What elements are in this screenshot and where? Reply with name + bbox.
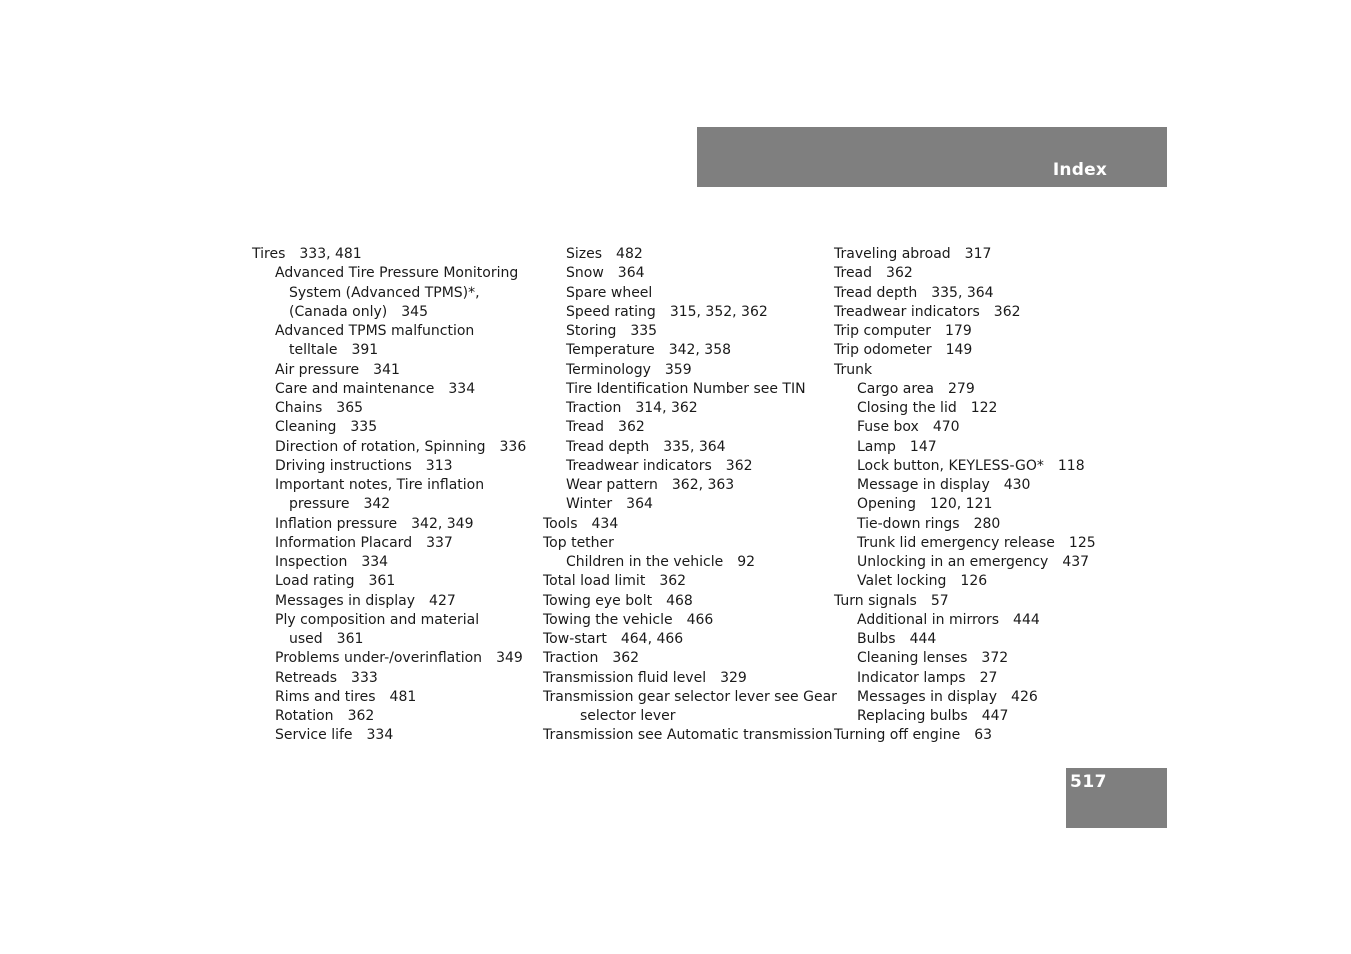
index-page-ref: 364 [626, 496, 653, 513]
index-entry [252, 649, 526, 668]
index-page-ref: 280 [973, 515, 1001, 532]
index-term: Towing eye bolt [543, 592, 653, 609]
index-term: Additional in mirrors [857, 611, 1000, 628]
index-term: Rims and tires [275, 688, 376, 705]
index-term: Retreads [275, 669, 338, 686]
index-page-ref: 434 [591, 515, 619, 532]
index-page-ref: 361 [336, 631, 364, 647]
index-term: selector lever [580, 708, 676, 724]
index-entry [252, 630, 526, 649]
index-entry [543, 649, 837, 668]
index-entry [543, 515, 837, 534]
index-entry [252, 303, 526, 322]
index-page-ref: 335 [350, 419, 378, 436]
index-page-ref: 334 [366, 727, 394, 744]
index-page-ref: 444 [1013, 611, 1040, 628]
index-entry [834, 418, 1096, 437]
index-term: Driving instructions [275, 457, 412, 474]
index-entry [834, 592, 1096, 611]
index-entry [252, 707, 526, 726]
index-term: Tools [543, 515, 578, 532]
index-term: Terminology [566, 361, 651, 378]
index-term: Load rating [275, 573, 355, 590]
index-term: Advanced TPMS malfunction [275, 323, 475, 339]
index-term: Fuse box [857, 419, 919, 436]
index-term: Cleaning [275, 419, 337, 436]
index-entry [834, 476, 1096, 495]
index-page-ref: 125 [1068, 534, 1096, 551]
index-page-ref: 333, 481 [299, 246, 362, 262]
index-entry [543, 553, 837, 572]
index-page-ref: 334 [361, 554, 389, 570]
index-entry [834, 245, 1096, 264]
index-entry [543, 476, 837, 495]
index-page-ref: 437 [1062, 554, 1090, 570]
index-term: Indicator lamps [857, 669, 966, 686]
index-page-ref: 336 [499, 438, 527, 455]
index-term: Lamp [857, 438, 896, 455]
index-term: Replacing bulbs [857, 708, 968, 724]
index-entry [543, 726, 837, 745]
index-page-ref: 364 [617, 265, 645, 282]
index-page-ref: 329 [720, 669, 747, 686]
index-term: Information Placard [275, 534, 413, 551]
index-entry [252, 264, 526, 283]
index-term: Speed rating [566, 303, 656, 320]
index-entry [834, 457, 1096, 476]
index-term: Storing [566, 323, 617, 339]
index-entry [834, 726, 1096, 745]
index-page-ref: 314, 362 [635, 400, 698, 416]
index-page-ref: 468 [666, 592, 693, 609]
index-term: Trunk lid emergency release [857, 534, 1055, 551]
index-page-ref: 334 [448, 380, 476, 397]
index-term: Valet locking [857, 573, 947, 590]
index-entry [252, 284, 526, 303]
index-page-ref: 27 [979, 669, 998, 686]
index-term: Tread [566, 419, 605, 436]
index-term: Trip computer [834, 323, 931, 339]
index-page-ref: 361 [368, 573, 396, 590]
index-term: Children in the vehicle [566, 554, 724, 570]
index-entry [834, 380, 1096, 399]
index-term: Tread depth [566, 438, 650, 455]
index-term: Top tether [543, 534, 614, 551]
index-entry [543, 380, 837, 399]
index-term: Transmission see Automatic transmission [543, 727, 833, 744]
index-page-ref: 179 [945, 323, 972, 339]
index-term: Spare wheel [566, 284, 653, 301]
index-term: Opening [857, 496, 917, 513]
index-term: Rotation [275, 708, 334, 724]
index-entry [543, 284, 837, 303]
index-term: Inspection [275, 554, 348, 570]
index-entry [834, 534, 1096, 553]
index-entry [834, 707, 1096, 726]
index-entry [252, 322, 526, 341]
index-page-ref: 313 [425, 457, 453, 474]
index-entry [543, 322, 837, 341]
index-entry [834, 630, 1096, 649]
index-term: Transmission gear selector lever see Gear [543, 688, 837, 705]
index-page-ref: 444 [909, 631, 937, 647]
index-entry [543, 418, 837, 437]
index-page-ref: 349 [496, 650, 523, 667]
index-page-ref: 362 [612, 650, 640, 667]
index-page-ref: 342 [363, 496, 391, 513]
index-term: Sizes [566, 246, 603, 262]
index-page-ref: 126 [960, 573, 988, 590]
index-page-ref: 470 [932, 419, 960, 436]
index-term: Traction [543, 650, 599, 667]
index-term: pressure [289, 496, 350, 513]
index-entry [834, 399, 1096, 418]
index-page-ref: 362 [618, 419, 645, 436]
index-entry [543, 438, 837, 457]
index-entry [543, 399, 837, 418]
index-page-ref: 359 [664, 361, 692, 378]
index-entry [252, 515, 526, 534]
index-page-ref: 345 [401, 303, 428, 320]
index-page-ref: 447 [981, 708, 1009, 724]
index-page-ref: 317 [964, 246, 992, 262]
index-entry [834, 688, 1096, 707]
index-entry [543, 495, 837, 514]
index-entry [543, 534, 837, 553]
index-entry [834, 361, 1096, 380]
index-entry [543, 688, 837, 707]
index-page-ref: 337 [426, 534, 453, 551]
header-bar [697, 127, 1167, 187]
index-term: Tread [834, 265, 873, 282]
index-entry [543, 341, 837, 360]
index-entry [543, 630, 837, 649]
index-term: Tires [252, 246, 286, 262]
index-page-ref: 482 [616, 246, 643, 262]
index-term: Air pressure [275, 361, 360, 378]
index-page-ref: 362 [993, 303, 1021, 320]
index-entry [543, 245, 837, 264]
index-term: Winter [566, 496, 613, 513]
index-page-ref: 362, 363 [671, 477, 735, 493]
index-term: Tow-start [543, 631, 607, 647]
index-column-1 [252, 245, 526, 746]
index-term: Snow [566, 265, 604, 282]
index-entry [543, 457, 837, 476]
index-term: telltale [289, 342, 338, 359]
index-page-ref: 362 [659, 573, 687, 590]
index-page-ref: 122 [970, 400, 998, 416]
index-page-ref: 120, 121 [930, 496, 993, 513]
index-entry [543, 669, 837, 688]
index-term: Bulbs [857, 631, 896, 647]
index-entry [543, 572, 837, 591]
index-entry [252, 341, 526, 360]
index-page-ref: 372 [981, 650, 1009, 667]
index-entry [543, 707, 837, 726]
index-term: Tie-down rings [857, 515, 960, 532]
index-entry [834, 322, 1096, 341]
index-term: Direction of rotation, Spinning [275, 438, 486, 455]
index-entry [834, 341, 1096, 360]
index-page-ref: 147 [909, 438, 937, 455]
index-term: Total load limit [543, 573, 646, 590]
index-term: Traveling abroad [834, 246, 951, 262]
index-page-ref: 391 [351, 342, 379, 359]
index-entry [834, 553, 1096, 572]
index-term: Message in display [857, 477, 990, 493]
page-number: 517 [1070, 772, 1107, 792]
index-entry [252, 399, 526, 418]
index-page-ref: 342, 358 [668, 342, 732, 359]
index-entry [834, 264, 1096, 283]
index-term: used [289, 631, 323, 647]
index-term: Cleaning lenses [857, 650, 968, 667]
index-entry [252, 726, 526, 745]
index-entry [252, 245, 526, 264]
index-entry [252, 592, 526, 611]
index-page-ref: 57 [930, 592, 949, 609]
index-term: Trunk [834, 361, 873, 378]
index-entry [252, 361, 526, 380]
index-term: Tread depth [834, 284, 918, 301]
section-title: Index [1052, 160, 1107, 180]
index-entry [252, 438, 526, 457]
index-entry [834, 669, 1096, 688]
index-page-ref: 365 [336, 400, 364, 416]
index-term: Ply composition and material [275, 611, 480, 628]
index-page-ref: 430 [1003, 477, 1031, 493]
index-term: Transmission fluid level [543, 669, 707, 686]
index-term: Service life [275, 727, 353, 744]
index-entry [834, 611, 1096, 630]
index-term: Lock button, KEYLESS-GO* [857, 457, 1044, 474]
index-entry [543, 592, 837, 611]
index-term: Temperature [566, 342, 655, 359]
index-entry [834, 438, 1096, 457]
index-entry [543, 611, 837, 630]
index-entry [834, 515, 1096, 534]
index-page-ref: 362 [347, 708, 375, 724]
index-entry [834, 572, 1096, 591]
index-page-ref: 315, 352, 362 [669, 303, 768, 320]
index-term: System (Advanced TPMS)*, [289, 284, 480, 301]
index-entry [252, 572, 526, 591]
index-term: Care and maintenance [275, 380, 435, 397]
index-page-ref: 279 [948, 380, 975, 397]
index-entry [252, 611, 526, 630]
index-page-ref: 333 [351, 669, 378, 686]
index-term: (Canada only) [289, 303, 388, 320]
index-entry [252, 476, 526, 495]
index-term: Turning off engine [834, 727, 961, 744]
index-term: Unlocking in an emergency [857, 554, 1049, 570]
index-page-ref: 335 [630, 323, 658, 339]
index-page-ref: 118 [1057, 457, 1085, 474]
index-entry [543, 264, 837, 283]
index-term: Tire Identification Number see TIN [566, 380, 806, 397]
index-entry [252, 380, 526, 399]
index-entry [252, 457, 526, 476]
index-term: Treadwear indicators [566, 457, 712, 474]
index-term: Advanced Tire Pressure Monitoring [275, 265, 519, 282]
index-term: Messages in display [275, 592, 416, 609]
index-page-ref: 92 [737, 554, 756, 570]
index-term: Important notes, Tire inflation [275, 477, 485, 493]
index-entry [543, 361, 837, 380]
index-page-ref: 335, 364 [663, 438, 726, 455]
index-entry [252, 688, 526, 707]
index-page-ref: 342, 349 [411, 515, 474, 532]
index-term: Closing the lid [857, 400, 957, 416]
index-entry [543, 303, 837, 322]
index-term: Messages in display [857, 688, 998, 705]
index-term: Wear pattern [566, 477, 658, 493]
index-term: Treadwear indicators [834, 303, 980, 320]
index-term: Trip odometer [834, 342, 932, 359]
index-term: Turn signals [834, 592, 917, 609]
index-page-ref: 466 [686, 611, 714, 628]
index-term: Chains [275, 400, 323, 416]
index-entry [252, 534, 526, 553]
index-entry [252, 418, 526, 437]
index-entry [834, 303, 1096, 322]
index-column-2 [543, 245, 837, 746]
index-term: Inflation pressure [275, 515, 398, 532]
index-page-ref: 427 [429, 592, 456, 609]
index-page-ref: 362 [725, 457, 753, 474]
index-page-ref: 426 [1011, 688, 1038, 705]
page-number-badge [1066, 768, 1167, 828]
index-page-ref: 464, 466 [620, 631, 684, 647]
index-entry [252, 553, 526, 572]
index-column-3 [834, 245, 1096, 746]
index-entry [252, 495, 526, 514]
index-entry [834, 495, 1096, 514]
index-page-ref: 481 [389, 688, 417, 705]
index-entry [252, 669, 526, 688]
index-page-ref: 63 [974, 727, 993, 744]
index-page-ref: 341 [373, 361, 400, 378]
index-term: Cargo area [857, 380, 934, 397]
index-page-ref: 335, 364 [931, 284, 994, 301]
index-entry [834, 649, 1096, 668]
index-page-ref: 362 [886, 265, 913, 282]
index-page-ref: 149 [945, 342, 973, 359]
index-entry [834, 284, 1096, 303]
index-term: Problems under-/overinflation [275, 650, 483, 667]
index-term: Towing the vehicle [543, 611, 673, 628]
index-term: Traction [566, 400, 622, 416]
